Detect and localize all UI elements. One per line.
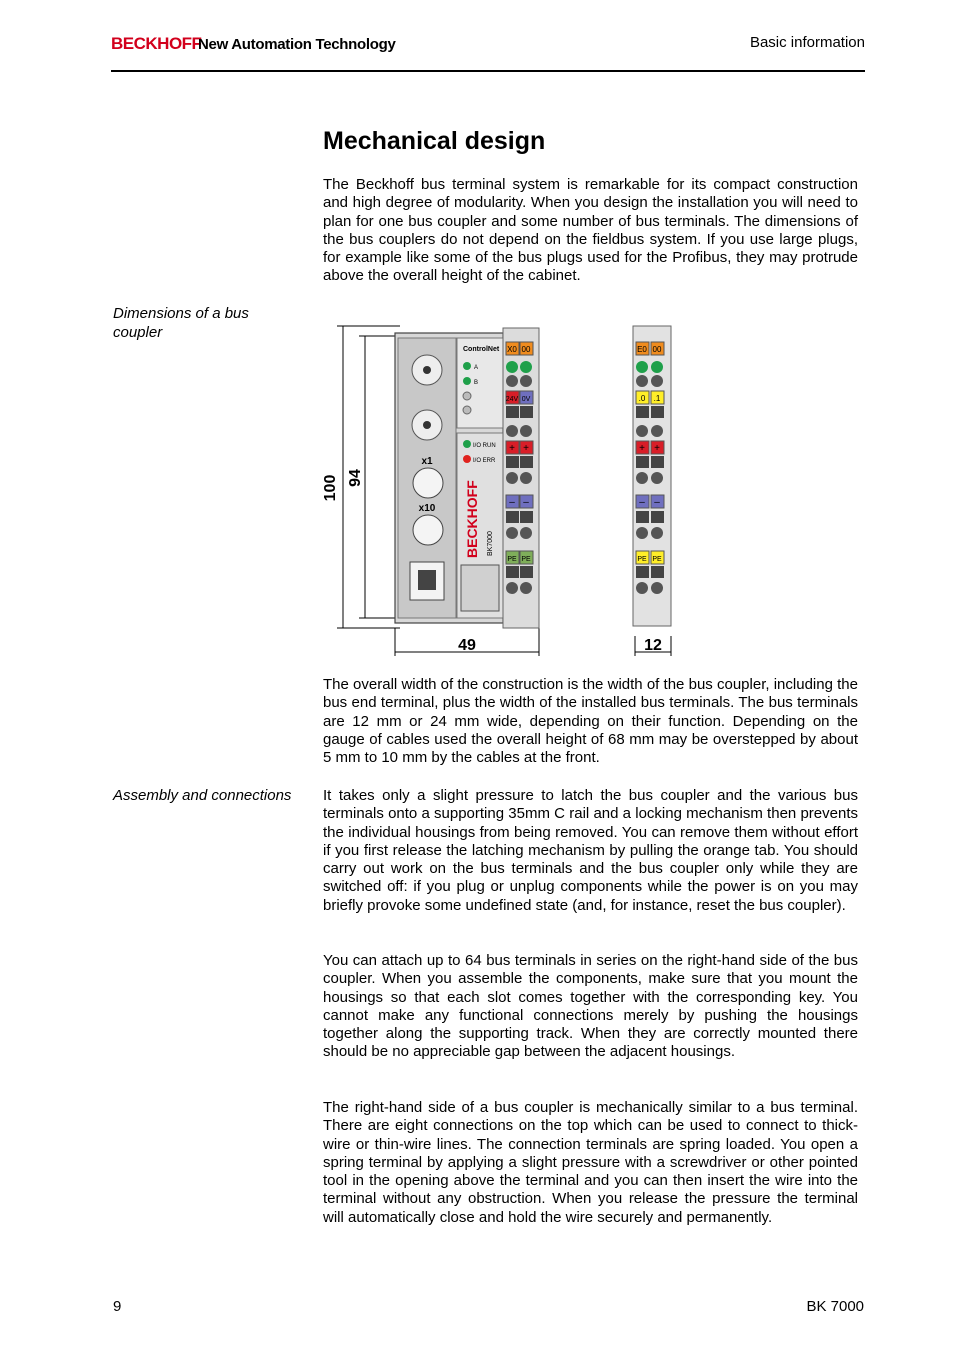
terminal-spring-9 (636, 582, 648, 594)
page-title: Mechanical design (323, 127, 546, 155)
coupler-spring-9 (506, 582, 518, 594)
terminal-plus-right-text: + (654, 443, 660, 454)
coupler-opening-1 (506, 406, 519, 418)
bus-coupler-drawing (322, 318, 680, 658)
coupler-spring-6 (520, 472, 532, 484)
led-d (463, 406, 471, 414)
coupler-pe-right-text: PE (521, 556, 531, 563)
terminal-led-right (651, 361, 663, 373)
rotary-switch-x1[interactable] (413, 468, 443, 498)
dim-width-terminal: 12 (644, 637, 662, 654)
coupler-spring-4 (520, 425, 532, 437)
dim-height-total: 100 (322, 474, 339, 502)
coupler-top-text-right: 00 (521, 345, 531, 354)
terminal-opening-3 (636, 456, 649, 468)
coupler-spring-7 (506, 527, 518, 539)
led-b (463, 377, 471, 385)
terminal-top-text-right: 00 (652, 345, 662, 354)
terminal-spring-5 (636, 472, 648, 484)
coupler-spring-5 (506, 472, 518, 484)
terminal-pe-left-text: PE (637, 556, 647, 563)
coupler-led-left (506, 361, 518, 373)
terminal-spring-7 (636, 527, 648, 539)
dim-height-inner: 94 (347, 469, 364, 487)
led-io-err (463, 455, 471, 463)
page-number: 9 (113, 1298, 122, 1315)
assembly-paragraph-3: The right-hand side of a bus coupler is mechanically similar to a bus terminal. There are eight connections on the top which can be used to connect to thick-wire or thin-wire lines. The connection terminals are spring loaded. You open a spring terminal by applying a slight pressure with a screwdriver or other pointed tool in the opening above the terminal and you can then insert the wire into the terminal without any obstruction. When you release the pressure the terminal will automatically close and hold the wire securely and permanently. (323, 1099, 858, 1226)
terminal-opening-7 (636, 566, 649, 578)
network-label: ControlNet (463, 346, 500, 353)
bnc-pin-b (423, 421, 431, 429)
coupler-spring-2 (520, 375, 532, 387)
terminal-opening-1 (636, 406, 649, 418)
led-io-run-label: I/O RUN (473, 443, 496, 449)
coupler-led-right (520, 361, 532, 373)
terminal-spring-2 (651, 375, 663, 387)
terminal-opening-4 (651, 456, 664, 468)
tagline: New Automation Technology (198, 36, 396, 53)
assembly-paragraph-1: It takes only a slight pressure to latch the bus coupler and the various bus terminals onto a supporting 35mm C rail and a locking mechanism then prevents the individual housings from being removed. You can remove them without effort if you first release the latching mechanism by pulling the orange tab. You should carry out work on the bus terminals and the bus coupler only while they are switched off: if you plug or unplug components while the power is on you may briefly provoke some undefined state (and, for instance, reset the bus coupler). (323, 787, 858, 914)
rotary-switch-x10[interactable] (413, 515, 443, 545)
coupler-opening-5 (506, 511, 519, 523)
led-io-run (463, 440, 471, 448)
intro-paragraph: The Beckhoff bus terminal system is remarkable for its compact construction and high degree of modularity. When you design the installation you will need to plan for one bus coupler and some number of bus terminals. The dimensions of the bus couplers do not depend on the fieldbus system. If you use large plugs, for example like some of the bus plugs used for the Profibus, they may protrude above the overall height of the cabinet. (323, 176, 858, 285)
coupler-spring-1 (506, 375, 518, 387)
coupler-opening-3 (506, 456, 519, 468)
coupler-plus-left-text: + (509, 443, 515, 454)
coupler-spring-10 (520, 582, 532, 594)
led-io-err-label: I/O ERR (473, 458, 496, 464)
terminal-spring-8 (651, 527, 663, 539)
terminal-opening-8 (651, 566, 664, 578)
terminal-opening-5 (636, 511, 649, 523)
document-id: BK 7000 (806, 1298, 864, 1315)
bnc-pin-a (423, 366, 431, 374)
switch-x1-label: x1 (421, 456, 433, 467)
coupler-opening-2 (520, 406, 533, 418)
assembly-side-label: Assembly and connections (113, 787, 292, 804)
terminal-spring-3 (636, 425, 648, 437)
terminal-minus-left-text: – (639, 497, 645, 508)
beckhoff-logo: BECKHOFF (111, 34, 202, 53)
brand-vertical: BECKHOFF (464, 480, 480, 558)
led-a-label: A (474, 365, 479, 371)
terminal-pe-right-text: PE (652, 556, 662, 563)
terminal-led-left (636, 361, 648, 373)
terminal-spring-10 (651, 582, 663, 594)
dimensions-side-label: Dimensions of a bus coupler (113, 305, 249, 341)
switch-x10-label: x10 (418, 503, 436, 514)
coupler-spring-8 (520, 527, 532, 539)
coupler-opening-8 (520, 566, 533, 578)
coupler-opening-7 (506, 566, 519, 578)
dimensions-figure (322, 318, 680, 658)
coupler-0v-text: 0V (521, 396, 531, 403)
coupler-top-text-left: X0 (507, 345, 517, 354)
terminal-opening-2 (651, 406, 664, 418)
led-a (463, 362, 471, 370)
led-b-label: B (474, 380, 479, 386)
terminal-opening-6 (651, 511, 664, 523)
coupler-opening-4 (520, 456, 533, 468)
coupler-minus-left-text: – (509, 497, 515, 508)
model-vertical: BK7000 (487, 531, 494, 556)
dimensions-paragraph: The overall width of the construction is the width of the bus coupler, including the bus end terminal, plus the width of the installed bus terminals. The bus terminals are 12 mm or 24 mm wide, depending on their function. Depending on the gauge of cables used the overall height of 68 mm may be overstepped by about 5 mm to 10 mm by the cables at the front. (323, 676, 858, 767)
rj45-socket (418, 570, 436, 590)
terminal-plus-left-text: + (639, 443, 645, 454)
terminal-spring-1 (636, 375, 648, 387)
dim-width-coupler: 49 (458, 637, 476, 654)
terminal-ch1-text: .1 (653, 394, 661, 403)
coupler-label-slot (461, 565, 499, 611)
terminal-minus-right-text: – (654, 497, 660, 508)
coupler-plus-right-text: + (523, 443, 529, 454)
coupler-24v-text: 24V (505, 396, 519, 403)
coupler-pe-left-text: PE (507, 556, 517, 563)
section-label: Basic information (749, 34, 865, 51)
terminal-ch0-text: .0 (638, 394, 646, 403)
led-c (463, 392, 471, 400)
assembly-paragraph-2: You can attach up to 64 bus terminals in series on the right-hand side of the bus coupler. When you assemble the components, make sure that you mount the housings so that each slot comes together with the corresponding key. You cannot make any functional connections merely by pushing the housings together along the supporting track. When they are correctly mounted there should be no appreciable gap between the adjacent housings. (323, 952, 858, 1061)
coupler-spring-3 (506, 425, 518, 437)
page-header (111, 30, 865, 72)
coupler-minus-right-text: – (523, 497, 529, 508)
coupler-opening-6 (520, 511, 533, 523)
terminal-top-text-left: E0 (637, 345, 647, 354)
terminal-spring-6 (651, 472, 663, 484)
terminal-spring-4 (651, 425, 663, 437)
